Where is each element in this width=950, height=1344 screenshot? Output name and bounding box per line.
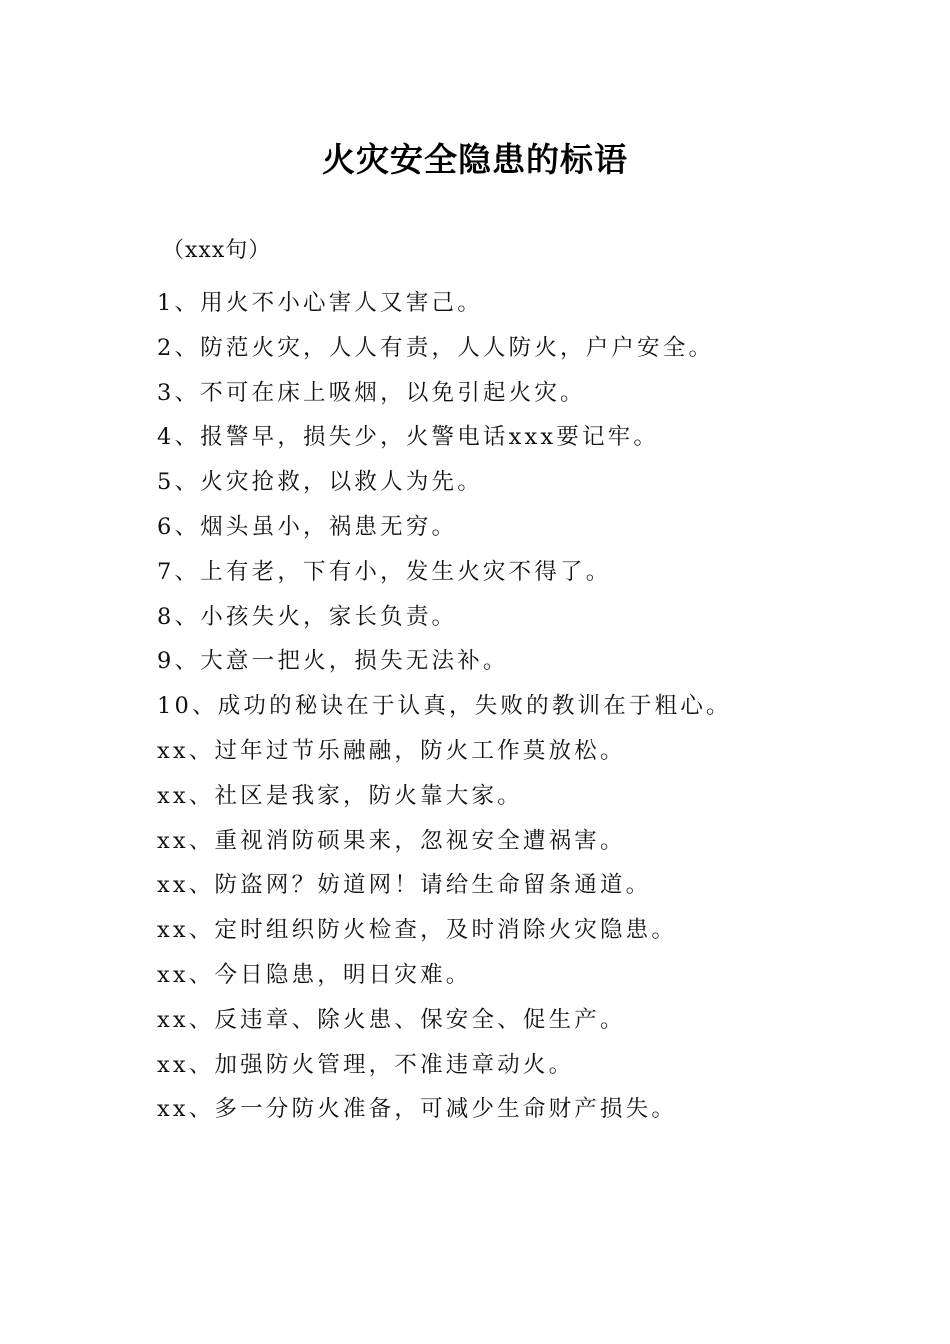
slogan-line: 7、上有老，下有小，发生火灾不得了。 (157, 558, 612, 585)
slogan-line: 3、不可在床上吸烟，以免引起火灾。 (157, 379, 586, 406)
slogan-line: 10、成功的秘诀在于认真，失败的教训在于粗心。 (157, 693, 732, 720)
slogan-line: xx、过年过节乐融融，防火工作莫放松。 (157, 737, 626, 764)
slogan-line: 4、报警早，损失少，火警电话xxx要记牢。 (157, 424, 660, 451)
slogan-line: xx、今日隐患，明日灾难。 (157, 961, 472, 988)
slogan-line: xx、定时组织防火检查，及时消除火灾隐患。 (157, 917, 678, 944)
document-subtitle: （xxx句） (162, 238, 272, 263)
slogan-line: xx、反违章、除火患、保安全、促生产。 (157, 1006, 626, 1033)
slogan-line: 9、大意一把火，损失无法补。 (157, 648, 509, 675)
slogan-line: 6、烟头虽小，祸患无穷。 (157, 513, 458, 540)
slogan-line: xx、防盗网？妨道网！请给生命留条通道。 (157, 872, 652, 899)
slogan-list (157, 281, 877, 1132)
slogan-line: xx、加强防火管理，不准违章动火。 (157, 1051, 575, 1078)
slogan-line: xx、重视消防硕果来，忽视安全遭祸害。 (157, 827, 626, 854)
slogan-line: 1、用火不小心害人又害己。 (157, 290, 483, 316)
slogan-line: 8、小孩失火，家长负责。 (157, 603, 458, 630)
slogan-line: xx、社区是我家，防火靠大家。 (157, 782, 523, 809)
slogan-line: 5、火灾抢救，以救人为先。 (157, 469, 483, 496)
slogan-line: 2、防范火灾，人人有责，人人防火，户户安全。 (157, 334, 715, 361)
document-title: 火灾安全隐患的标语 (322, 140, 628, 179)
slogan-line: xx、多一分防火准备，可减少生命财产损失。 (157, 1096, 678, 1123)
